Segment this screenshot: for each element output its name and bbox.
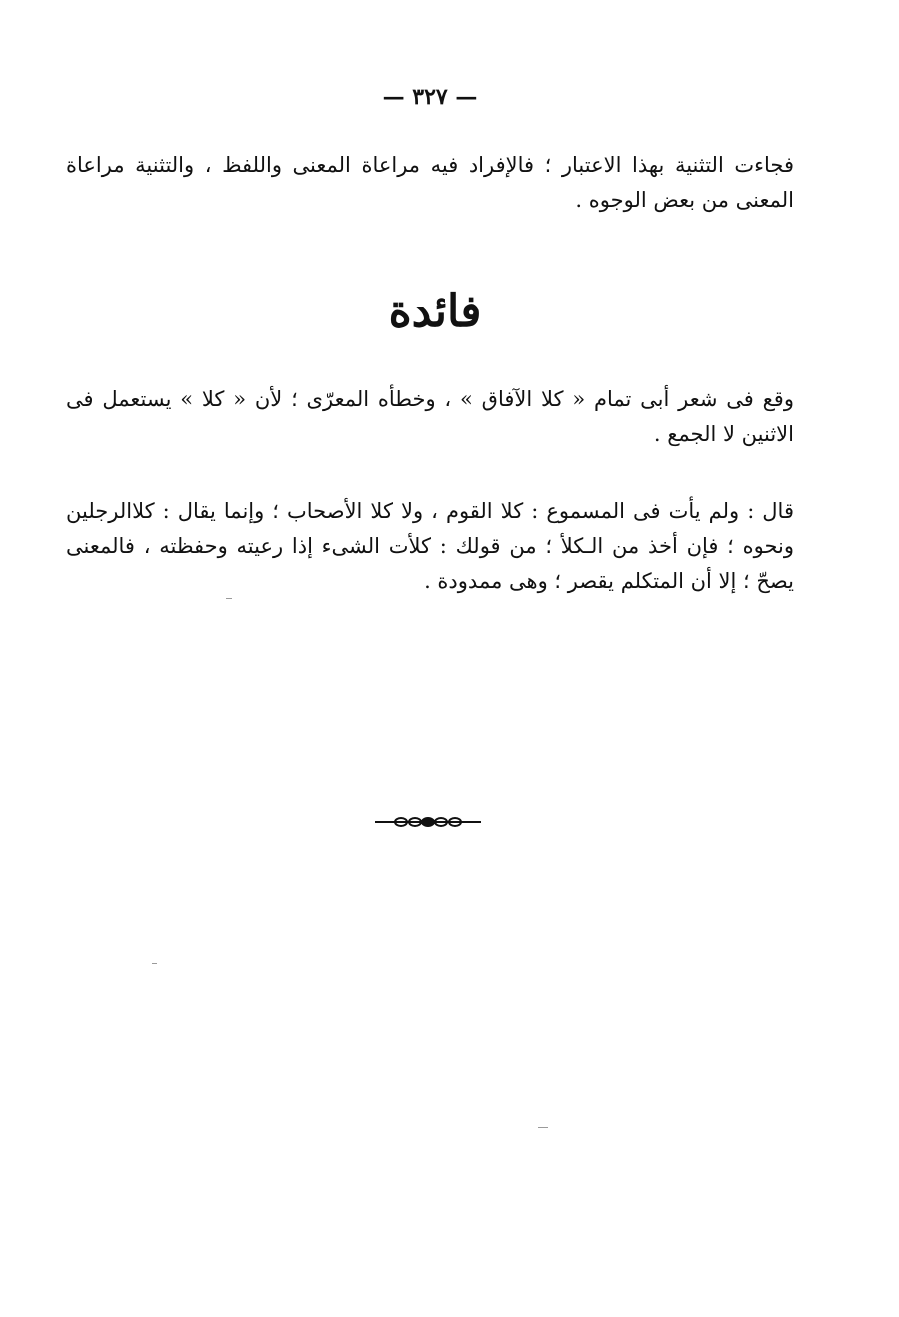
page-number: — ٣٢٧ — — [382, 84, 478, 110]
paragraph-2: قال : ولم يأت فى المسموع : كلا القوم ، ولا كلا الأصحاب ؛ وإنما يقال : كلاالرجلين ونحوه ؛ فإن أخذ من الـكلأ ؛ من قولك : كلأت الشىء إذا رعيته وحفظته ، فالمعنى يصحّ ؛ إلا أن المتكلم يقصر ؛ وهى ممدودة . — [66, 499, 794, 593]
section-heading: فائدة — [388, 286, 482, 337]
scan-speck — [226, 598, 232, 599]
carryover-paragraph: فجاءت التثنية بهذا الاعتبار ؛ فالإفراد فيه مراعاة المعنى واللفظ ، والتثنية مراعاة المعنى من بعض الوجوه . — [66, 153, 794, 212]
end-ornament-icon — [373, 812, 483, 832]
scan-speck — [152, 963, 157, 964]
scan-speck — [538, 1127, 548, 1128]
paragraph-1: وقع فى شعر أبى تمام « كلا الآفاق » ، وخطأه المعرّى ؛ لأن « كلا » يستعمل فى الاثنين لا الجمع . — [66, 387, 794, 446]
